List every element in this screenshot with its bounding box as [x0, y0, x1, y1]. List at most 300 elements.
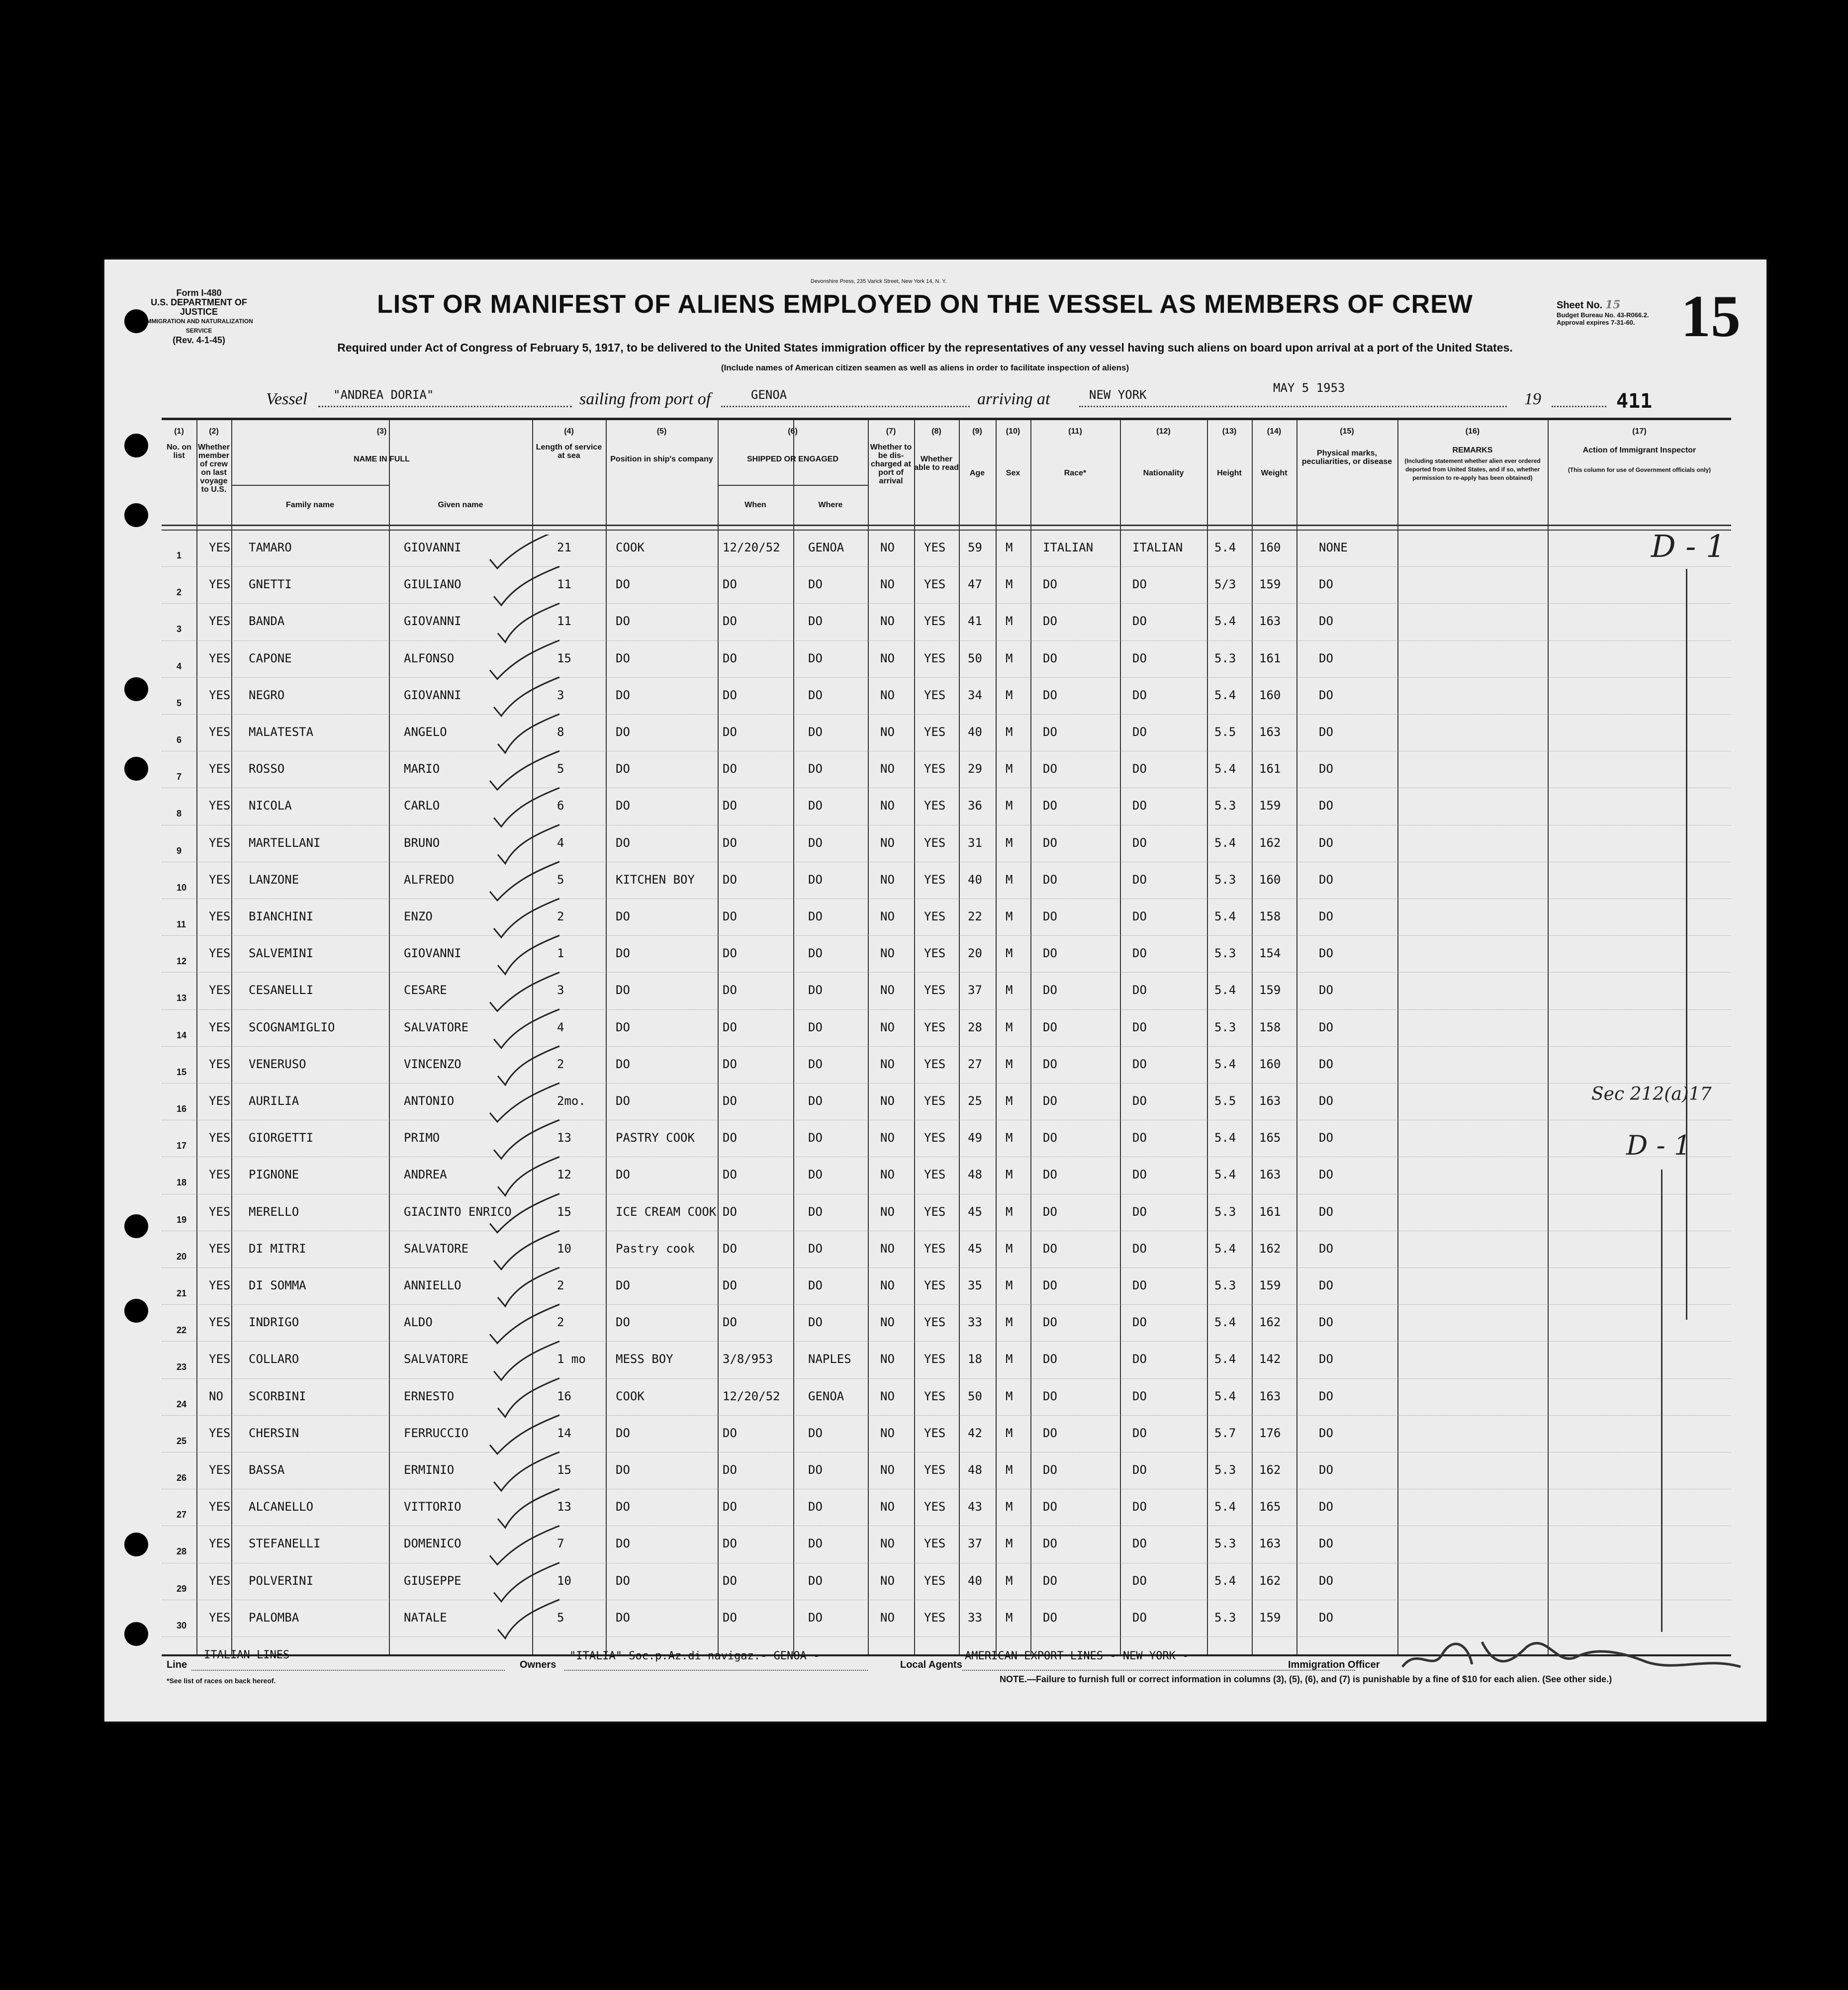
inspector-bracket-line — [1686, 569, 1687, 1320]
cell-weight: 163 — [1259, 1537, 1281, 1551]
cell-weight: 165 — [1259, 1131, 1281, 1145]
cell-sex: M — [1006, 1094, 1013, 1108]
cell-when: DO — [723, 1500, 737, 1514]
cell-given: GIOVANNI — [404, 946, 462, 961]
cell-length: 2mo. — [557, 1094, 586, 1108]
cell-race: DO — [1043, 835, 1057, 850]
budget-info — [1557, 311, 1649, 326]
arrival-date: MAY 5 1953 — [1273, 381, 1345, 395]
cell-nat: DO — [1132, 983, 1147, 997]
cell-read: YES — [924, 688, 946, 702]
cell-family: AURILIA — [249, 1094, 299, 1108]
cell-family: NICOLA — [249, 799, 292, 813]
cell-family: TAMARO — [249, 541, 292, 554]
cell-position: DO — [616, 983, 630, 997]
cell-read: YES — [924, 1094, 946, 1108]
cell-position: PASTRY COOK — [616, 1131, 695, 1145]
cell-length: 8 — [557, 725, 564, 739]
cell-where: DO — [808, 1500, 823, 1514]
cell-length: 15 — [557, 1204, 571, 1219]
include-notice: (Include names of American citizen seamen as well as aliens in order to facilitate inspection of aliens) — [721, 363, 1129, 372]
cell-disch: NO — [880, 1573, 895, 1588]
check-mark-icon — [494, 1452, 559, 1491]
cell-crew: YES — [209, 946, 231, 961]
cell-race: DO — [1043, 1168, 1057, 1182]
cell-phys: DO — [1319, 1500, 1333, 1514]
cell-height: 5.3 — [1214, 1278, 1236, 1292]
check-mark-icon — [490, 751, 559, 790]
cell-crew: YES — [209, 762, 231, 776]
header-n12: (12) — [1156, 427, 1171, 436]
year-prefix: 19 — [1524, 390, 1541, 408]
cell-sex: M — [1006, 1168, 1013, 1182]
check-mark-icon — [490, 862, 559, 901]
cell-age: 35 — [968, 1278, 982, 1292]
cell-height: 5.4 — [1214, 541, 1236, 554]
cell-nat: DO — [1132, 1020, 1147, 1034]
cell-position: DO — [616, 909, 630, 923]
cell-weight: 154 — [1259, 946, 1281, 961]
cell-nat: DO — [1132, 1094, 1147, 1108]
header-shipped: SHIPPED OR ENGAGED — [746, 455, 839, 463]
cell-nat: DO — [1132, 1278, 1147, 1292]
cell-length: 7 — [557, 1537, 564, 1551]
cell-crew: YES — [209, 614, 231, 629]
cell-weight: 159 — [1259, 1278, 1281, 1292]
cell-where: DO — [808, 1426, 823, 1440]
cell-given: GIOVANNI — [404, 614, 462, 629]
row-number: 14 — [177, 1030, 187, 1040]
cell-weight: 160 — [1259, 688, 1281, 702]
cell-crew: YES — [209, 1500, 231, 1514]
agents-label: Local Agents — [900, 1659, 962, 1670]
cell-family: COLLARO — [249, 1352, 299, 1366]
cell-position: DO — [616, 1610, 630, 1625]
cell-weight: 163 — [1259, 614, 1281, 629]
cell-length: 5 — [557, 762, 564, 776]
cell-height: 5.4 — [1214, 1389, 1236, 1403]
cell-disch: NO — [880, 1500, 895, 1514]
cell-race: DO — [1043, 762, 1057, 776]
cell-phys: DO — [1319, 1020, 1333, 1034]
cell-height: 5.4 — [1214, 1315, 1236, 1330]
row-number: 28 — [177, 1546, 187, 1557]
cell-given: MARIO — [404, 762, 440, 776]
manifest-table — [162, 418, 1731, 1656]
cell-given: VINCENZO — [404, 1057, 462, 1071]
agents-value: AMERICAN EXPORT LINES - NEW YORK - — [965, 1650, 1189, 1662]
cell-age: 41 — [968, 614, 982, 629]
cell-weight: 160 — [1259, 541, 1281, 554]
cell-sex: M — [1006, 614, 1013, 629]
sheet-label — [1557, 298, 1620, 311]
header-age: Age — [969, 469, 985, 477]
row-number: 10 — [177, 882, 187, 893]
department: U.S. DEPARTMENT OF JUSTICE — [151, 297, 247, 317]
cell-length: 4 — [557, 1020, 564, 1034]
cell-where: DO — [808, 1168, 823, 1182]
cell-race: DO — [1043, 946, 1057, 961]
sheet-number: 15 — [1681, 283, 1741, 349]
cell-given: SALVATORE — [404, 1241, 469, 1256]
header-when: When — [744, 501, 766, 509]
cell-family: CESANELLI — [249, 983, 314, 997]
cell-race: DO — [1043, 1241, 1057, 1256]
cell-disch: NO — [880, 909, 895, 923]
cell-family: DI SOMMA — [249, 1278, 306, 1292]
cell-weight: 160 — [1259, 1057, 1281, 1071]
cell-disch: NO — [880, 1241, 895, 1256]
cell-weight: 163 — [1259, 1168, 1281, 1182]
cell-age: 27 — [968, 1057, 982, 1071]
check-mark-icon — [498, 935, 559, 974]
cell-race: DO — [1043, 1020, 1057, 1034]
header-position: Position in ship's company — [610, 455, 713, 463]
cell-nat: DO — [1132, 1573, 1147, 1588]
check-mark-icon — [494, 1231, 559, 1269]
row-number: 26 — [177, 1473, 187, 1483]
row-number: 9 — [177, 845, 182, 856]
cell-given: CESARE — [404, 983, 447, 997]
stamp-number: 411 — [1616, 390, 1653, 413]
cell-sex: M — [1006, 1057, 1013, 1071]
cell-length: 3 — [557, 983, 564, 997]
header-weight: Weight — [1261, 469, 1288, 477]
row-number: 21 — [177, 1288, 187, 1298]
cell-race: DO — [1043, 1057, 1057, 1071]
cell-when: DO — [723, 688, 737, 702]
cell-read: YES — [924, 1204, 946, 1219]
form-identifier — [144, 288, 254, 345]
cell-crew: YES — [209, 799, 231, 813]
cell-weight: 161 — [1259, 762, 1281, 776]
cell-disch: NO — [880, 1131, 895, 1145]
header-no-on-list: No. on list — [167, 443, 191, 460]
cell-disch: NO — [880, 688, 895, 702]
cell-when: DO — [723, 577, 737, 592]
check-mark-icon — [490, 1526, 559, 1564]
cell-read: YES — [924, 909, 946, 923]
cell-nat: DO — [1132, 1204, 1147, 1219]
check-mark-icon — [498, 1489, 559, 1528]
cell-age: 50 — [968, 1389, 982, 1403]
row-number: 19 — [177, 1214, 187, 1225]
check-mark-icon — [498, 603, 559, 642]
arriving-label: arriving at — [977, 390, 1050, 408]
cell-height: 5.4 — [1214, 688, 1236, 702]
cell-nat: DO — [1132, 799, 1147, 813]
cell-length: 12 — [557, 1168, 571, 1182]
cell-when: DO — [723, 1131, 737, 1145]
cell-position: DO — [616, 614, 630, 629]
header-n13: (13) — [1222, 427, 1237, 436]
cell-where: DO — [808, 835, 823, 850]
cell-length: 16 — [557, 1389, 571, 1403]
cell-crew: YES — [209, 1057, 231, 1071]
cell-family: SCORBINI — [249, 1389, 306, 1403]
cell-when: DO — [723, 835, 737, 850]
cell-where: DO — [808, 1094, 823, 1108]
check-mark-icon — [494, 899, 559, 937]
cell-length: 14 — [557, 1426, 571, 1440]
cell-given: GIACINTO ENRICO — [404, 1204, 512, 1219]
cell-given: ENZO — [404, 909, 433, 923]
cell-crew: YES — [209, 1278, 231, 1292]
cell-sex: M — [1006, 835, 1013, 850]
header-n10: (10) — [1006, 427, 1020, 436]
cell-nat: DO — [1132, 1463, 1147, 1477]
cell-family: BIANCHINI — [249, 909, 314, 923]
cell-where: GENOA — [808, 1389, 844, 1403]
cell-height: 5.4 — [1214, 1352, 1236, 1366]
cell-sex: M — [1006, 799, 1013, 813]
cell-position: DO — [616, 1463, 630, 1477]
cell-phys: DO — [1319, 1204, 1333, 1219]
cell-weight: 162 — [1259, 1463, 1281, 1477]
cell-height: 5.3 — [1214, 872, 1236, 887]
cell-disch: NO — [880, 1389, 895, 1403]
cell-disch: NO — [880, 799, 895, 813]
cell-phys: DO — [1319, 688, 1333, 702]
cell-family: ALCANELLO — [249, 1500, 314, 1514]
cell-given: GIUSEPPE — [404, 1573, 462, 1588]
row-number: 18 — [177, 1177, 187, 1188]
cell-race: DO — [1043, 577, 1057, 592]
cell-nat: DO — [1132, 909, 1147, 923]
cell-phys: DO — [1319, 1426, 1333, 1440]
cell-length: 2 — [557, 1278, 564, 1292]
cell-nat: DO — [1132, 688, 1147, 702]
check-mark-icon — [494, 1341, 559, 1380]
punch-hole — [124, 434, 148, 457]
cell-given: CARLO — [404, 799, 440, 813]
cell-sex: M — [1006, 577, 1013, 592]
cell-where: DO — [808, 1573, 823, 1588]
cell-given: GIULIANO — [404, 577, 462, 592]
cell-family: GNETTI — [249, 577, 292, 592]
cell-position: DO — [616, 1094, 630, 1108]
cell-given: ALFONSO — [404, 651, 455, 665]
penalty-note: NOTE.—Failure to furnish full or correct information in columns (3), (5), (6), and (7) is punishable by a fine of $10 for each alien. (See other side.) — [1000, 1674, 1612, 1684]
cell-crew: YES — [209, 577, 231, 592]
cell-family: CAPONE — [249, 651, 292, 665]
cell-read: YES — [924, 651, 946, 665]
row-number: 25 — [177, 1436, 187, 1446]
row-number: 2 — [177, 587, 182, 598]
cell-disch: NO — [880, 725, 895, 739]
cell-family: MARTELLANI — [249, 835, 321, 850]
cell-race: DO — [1043, 1278, 1057, 1292]
cell-phys: DO — [1319, 799, 1333, 813]
cell-weight: 162 — [1259, 1315, 1281, 1330]
cell-crew: YES — [209, 1426, 231, 1440]
cell-given: ANGELO — [404, 725, 447, 739]
cell-phys: DO — [1319, 1463, 1333, 1477]
cell-sex: M — [1006, 1204, 1013, 1219]
row-number: 13 — [177, 993, 187, 1003]
owners-value: "ITALIA" Soc.p.Az.di navigaz.- GENOA - — [569, 1650, 820, 1662]
check-mark-icon — [494, 1563, 559, 1602]
cell-when: DO — [723, 1537, 737, 1551]
sheet-handwritten: 15 — [1605, 298, 1621, 311]
cell-nat: DO — [1132, 1131, 1147, 1145]
cell-height: 5.4 — [1214, 614, 1236, 629]
cell-given: DOMENICO — [404, 1537, 462, 1551]
cell-given: ANNIELLO — [404, 1278, 462, 1292]
cell-length: 10 — [557, 1573, 571, 1588]
cell-given: NATALE — [404, 1610, 447, 1625]
inspector-mark-d1-second: D - 1 — [1626, 1130, 1691, 1161]
cell-disch: NO — [880, 1168, 895, 1182]
cell-disch: NO — [880, 1610, 895, 1625]
cell-height: 5.4 — [1214, 1168, 1236, 1182]
cell-length: 3 — [557, 688, 564, 702]
cell-length: 15 — [557, 1463, 571, 1477]
check-mark-icon — [494, 1009, 559, 1048]
cell-age: 33 — [968, 1315, 982, 1330]
row-number: 5 — [177, 698, 182, 708]
cell-when: DO — [723, 1204, 737, 1219]
cell-length: 10 — [557, 1241, 571, 1256]
header-physical: Physical marks, peculiarities, or disease — [1301, 449, 1392, 466]
cell-when: DO — [723, 983, 737, 997]
cell-read: YES — [924, 983, 946, 997]
vessel-label: Vessel — [266, 390, 308, 408]
cell-family: MALATESTA — [249, 725, 314, 739]
cell-given: FERRUCCIO — [404, 1426, 469, 1440]
punch-hole — [124, 677, 148, 701]
header-n14: (14) — [1267, 427, 1282, 436]
check-mark-icon — [494, 1120, 559, 1159]
cell-read: YES — [924, 1352, 946, 1366]
cell-sex: M — [1006, 1241, 1013, 1256]
check-marks — [460, 535, 619, 1678]
cell-sex: M — [1006, 1389, 1013, 1403]
check-mark-icon — [490, 640, 559, 679]
cell-height: 5.4 — [1214, 983, 1236, 997]
cell-nat: DO — [1132, 1241, 1147, 1256]
cell-when: DO — [723, 1610, 737, 1625]
cell-where: DO — [808, 1315, 823, 1330]
cell-race: DO — [1043, 1610, 1057, 1625]
cell-disch: NO — [880, 762, 895, 776]
cell-position: COOK — [616, 541, 645, 554]
cell-when: DO — [723, 1168, 737, 1182]
cell-where: DO — [808, 909, 823, 923]
cell-read: YES — [924, 1426, 946, 1440]
cell-crew: YES — [209, 983, 231, 997]
header-n11: (11) — [1068, 427, 1082, 436]
cell-position: DO — [616, 725, 630, 739]
inspector-mark-section: Sec 212(a)17 — [1591, 1084, 1712, 1104]
cell-height: 5.3 — [1214, 651, 1236, 665]
cell-phys: DO — [1319, 1610, 1333, 1625]
cell-when: 12/20/52 — [723, 541, 780, 554]
header-able-read: Whether able to read — [914, 455, 959, 472]
cell-family: POLVERINI — [249, 1573, 314, 1588]
cell-age: 49 — [968, 1131, 982, 1145]
cell-when: DO — [723, 1241, 737, 1256]
cell-crew: YES — [209, 1168, 231, 1182]
cell-family: INDRIGO — [249, 1315, 299, 1330]
cell-disch: NO — [880, 872, 895, 887]
cell-read: YES — [924, 1537, 946, 1551]
cell-height: 5.3 — [1214, 799, 1236, 813]
cell-length: 5 — [557, 1610, 564, 1625]
cell-height: 5.4 — [1214, 1131, 1236, 1145]
cell-crew: YES — [209, 1020, 231, 1034]
cell-where: DO — [808, 1463, 823, 1477]
cell-position: DO — [616, 577, 630, 592]
cell-age: 47 — [968, 577, 982, 592]
row-number: 6 — [177, 735, 182, 745]
cell-disch: NO — [880, 1094, 895, 1108]
cell-when: DO — [723, 1463, 737, 1477]
cell-position: DO — [616, 1020, 630, 1034]
header-n9: (9) — [972, 427, 982, 436]
cell-age: 45 — [968, 1204, 982, 1219]
header-n8: (8) — [931, 427, 941, 436]
cell-disch: NO — [880, 835, 895, 850]
cell-where: DO — [808, 872, 823, 887]
cell-crew: YES — [209, 1131, 231, 1145]
cell-race: DO — [1043, 651, 1057, 665]
cell-nat: DO — [1132, 1168, 1147, 1182]
cell-height: 5.5 — [1214, 725, 1236, 739]
header-length-service: Length of service at sea — [536, 443, 602, 460]
cell-sex: M — [1006, 1131, 1013, 1145]
row-number: 3 — [177, 624, 182, 634]
cell-where: DO — [808, 651, 823, 665]
cell-race: DO — [1043, 1463, 1057, 1477]
cell-read: YES — [924, 1500, 946, 1514]
cell-age: 25 — [968, 1094, 982, 1108]
cell-length: 4 — [557, 835, 564, 850]
cell-height: 5.4 — [1214, 1057, 1236, 1071]
cell-where: DO — [808, 1241, 823, 1256]
header-n3: (3) — [376, 427, 387, 436]
cell-where: DO — [808, 762, 823, 776]
cell-nat: DO — [1132, 1389, 1147, 1403]
cell-race: DO — [1043, 1315, 1057, 1330]
header-where: Where — [818, 501, 843, 509]
header-name-in-full: NAME IN FULL — [354, 455, 410, 463]
cell-height: 5.3 — [1214, 946, 1236, 961]
cell-position: DO — [616, 835, 630, 850]
cell-given: GIOVANNI — [404, 688, 462, 702]
required-notice: Required under Act of Congress of February 5, 1917, to be delivered to the United States immigration officer by the representatives of any vessel having such aliens on board upon arrival at a port of the United States. — [337, 341, 1513, 354]
cell-nat: DO — [1132, 946, 1147, 961]
check-mark-icon — [490, 535, 559, 568]
cell-given: ANDREA — [404, 1168, 447, 1182]
cell-position: DO — [616, 1278, 630, 1292]
cell-height: 5.4 — [1214, 909, 1236, 923]
cell-race: DO — [1043, 872, 1057, 887]
header-nationality: Nationality — [1143, 469, 1184, 477]
cell-read: YES — [924, 1278, 946, 1292]
check-mark-icon — [498, 1267, 559, 1306]
check-mark-icon — [490, 1304, 559, 1343]
cell-family: VENERUSO — [249, 1057, 306, 1071]
cell-phys: DO — [1319, 1352, 1333, 1366]
header-sex: Sex — [1006, 469, 1020, 477]
officer-label: Immigration Officer — [1288, 1659, 1380, 1670]
cell-crew: YES — [209, 835, 231, 850]
cell-phys: DO — [1319, 1241, 1333, 1256]
cell-length: 2 — [557, 1315, 564, 1330]
cell-sex: M — [1006, 651, 1013, 665]
check-mark-icon — [498, 714, 559, 753]
